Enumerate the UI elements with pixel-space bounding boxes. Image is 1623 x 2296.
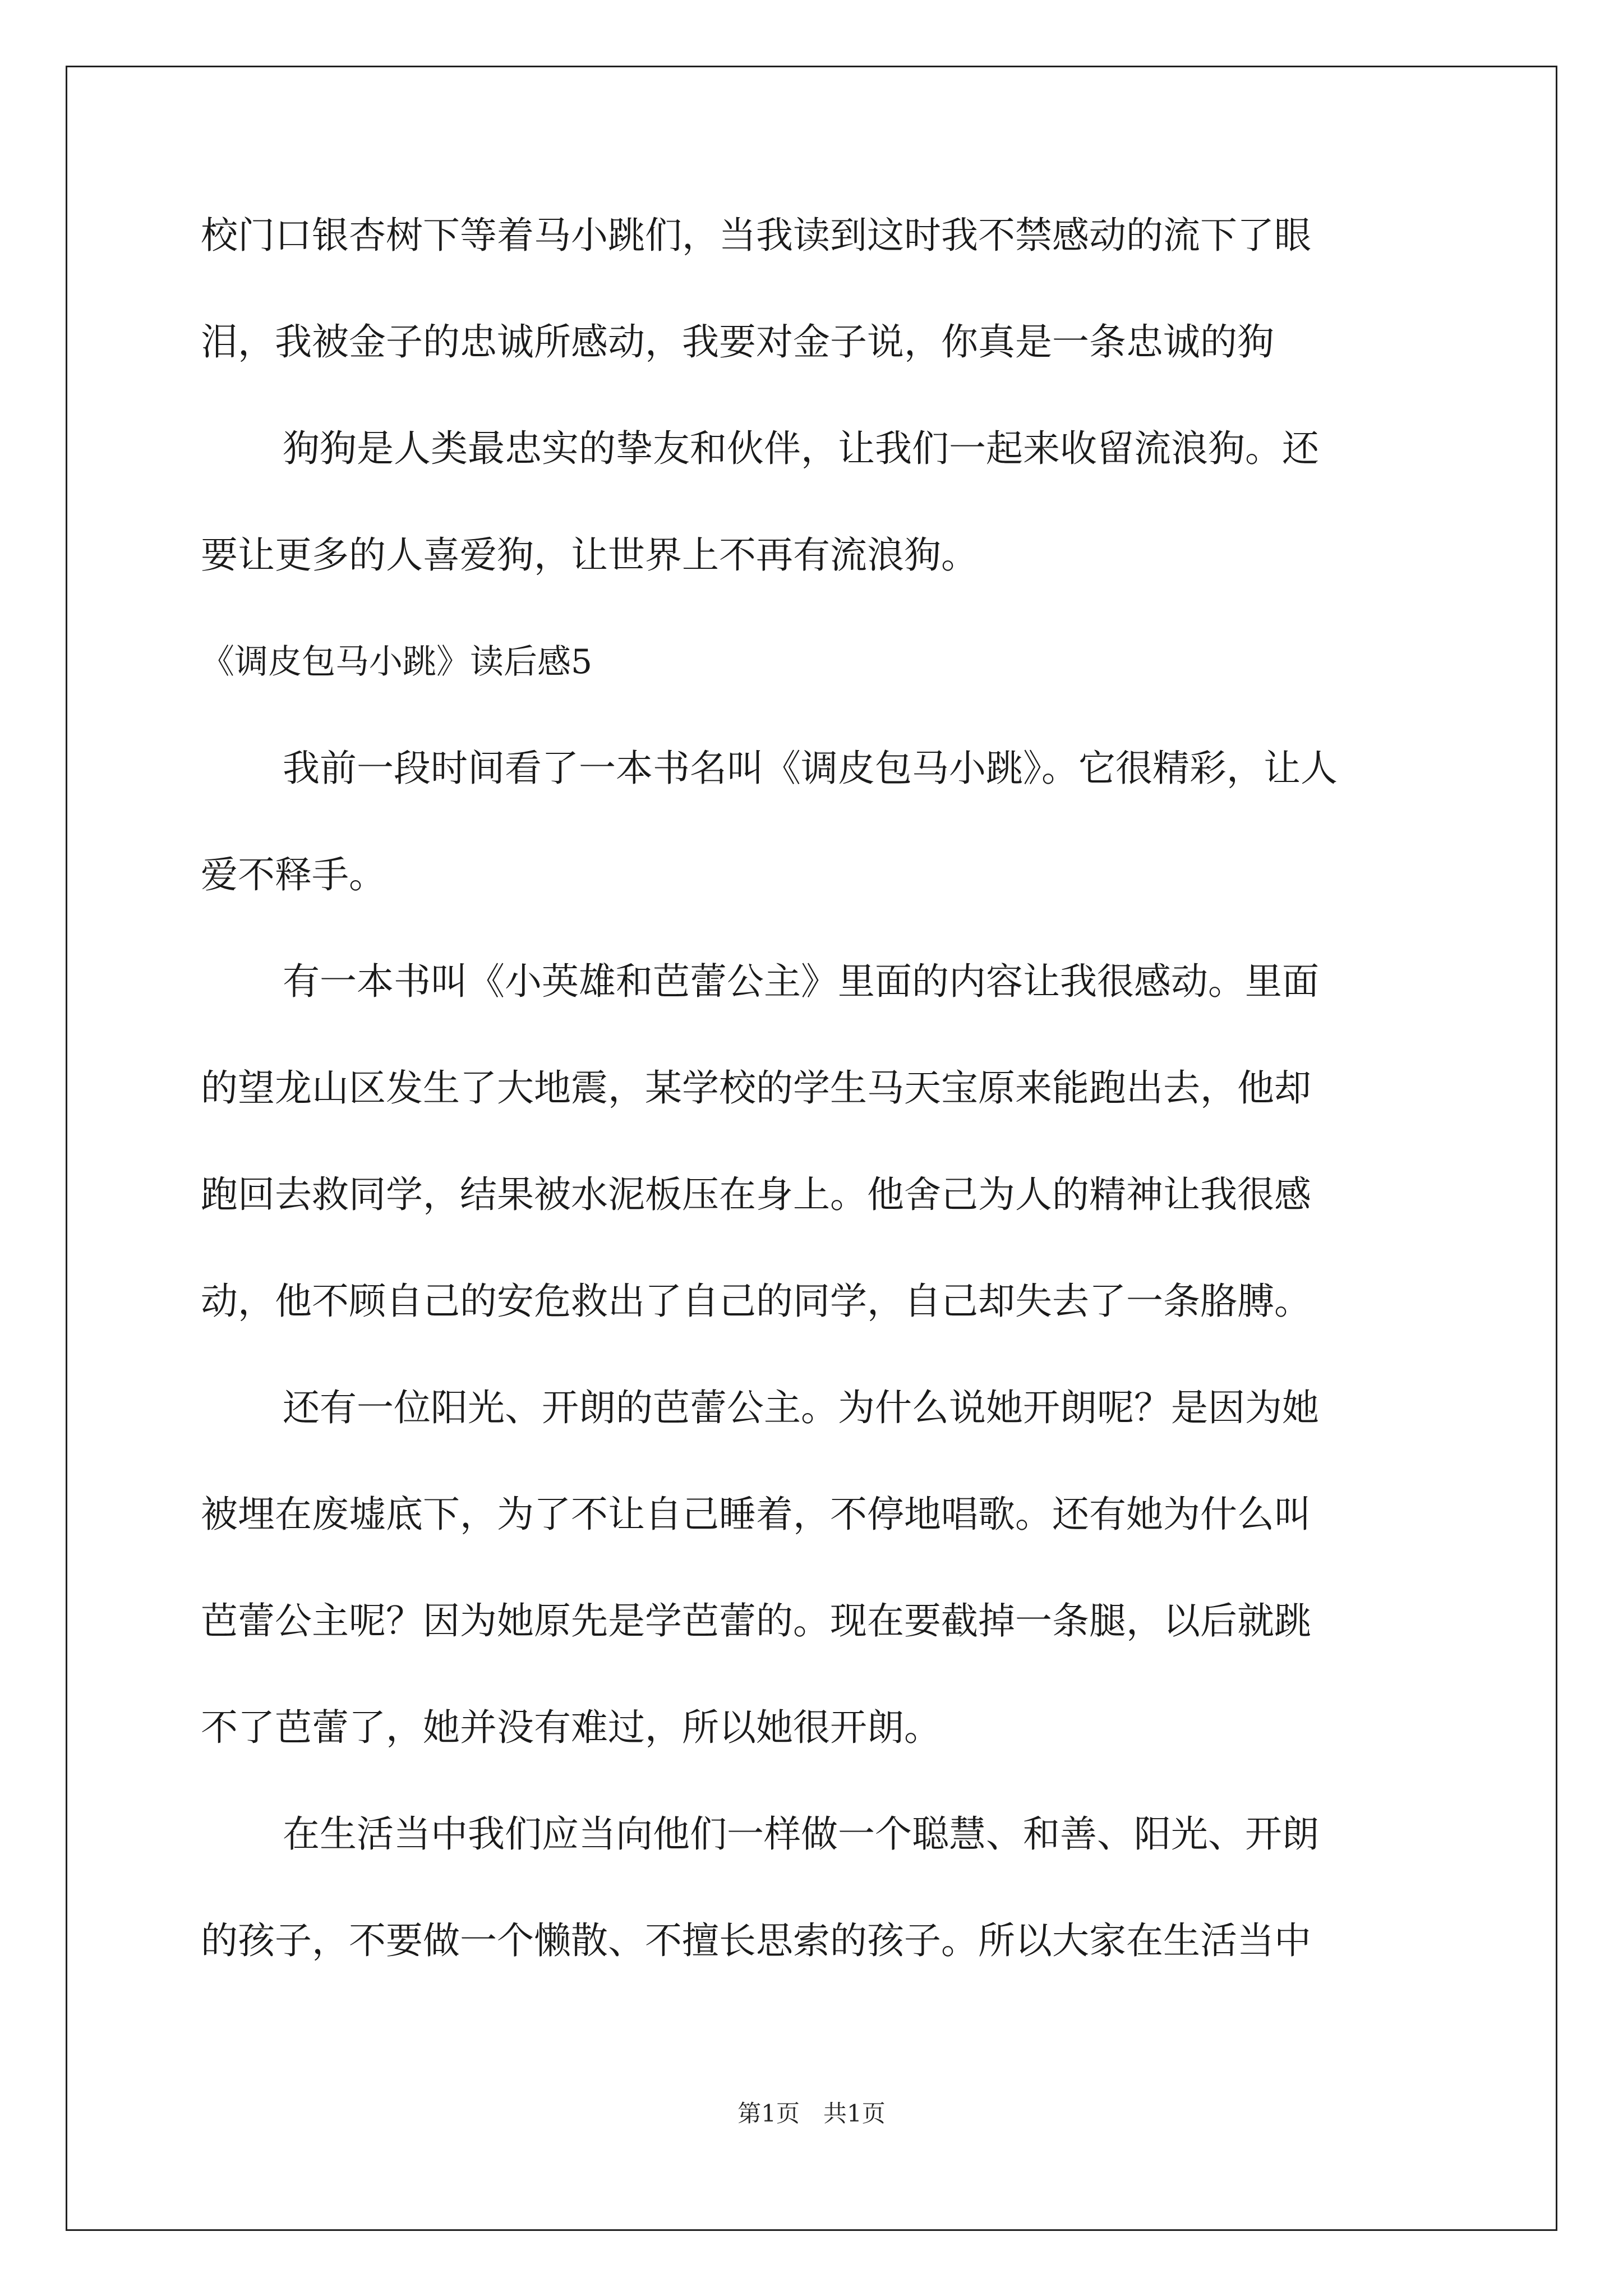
text-line: 还有一位阳光、开朗的芭蕾公主。为什么说她开朗呢？是因为她 bbox=[283, 1386, 1319, 1429]
text-line: 在生活当中我们应当向他们一样做一个聪慧、和善、阳光、开朗 bbox=[283, 1812, 1319, 1856]
text-line: 要让更多的人喜爱狗，让世界上不再有流浪狗。 bbox=[201, 533, 978, 577]
text-line: 我前一段时间看了一本书名叫《调皮包马小跳》。它很精彩，让人 bbox=[283, 747, 1338, 790]
text-line: 不了芭蕾了，她并没有难过，所以她很开朗。 bbox=[201, 1706, 941, 1749]
text-line: 爱不释手。 bbox=[201, 853, 386, 896]
text-line: 芭蕾公主呢？因为她原先是学芭蕾的。现在要截掉一条腿，以后就跳 bbox=[201, 1599, 1311, 1642]
text-line: 跑回去救同学，结果被水泥板压在身上。他舍己为人的精神让我很感 bbox=[201, 1173, 1311, 1216]
page-border bbox=[66, 66, 1557, 2231]
text-line: 的望龙山区发生了大地震，某学校的学生马天宝原来能跑出去，他却 bbox=[201, 1066, 1311, 1110]
text-line: 校门口银杏树下等着马小跳们，当我读到这时我不禁感动的流下了眼 bbox=[201, 214, 1311, 257]
text-line: 动，他不顾自己的安危救出了自己的同学，自己却失去了一条胳膊。 bbox=[201, 1280, 1311, 1323]
text-line: 泪，我被金子的忠诚所感动，我要对金子说，你真是一条忠诚的狗 bbox=[201, 320, 1274, 364]
text-line: 有一本书叫《小英雄和芭蕾公主》里面的内容让我很感动。里面 bbox=[283, 960, 1319, 1003]
text-line: 狗狗是人类最忠实的挚友和伙伴，让我们一起来收留流浪狗。还 bbox=[283, 427, 1319, 470]
text-line: 被埋在废墟底下，为了不让自己睡着，不停地唱歌。还有她为什么叫 bbox=[201, 1493, 1311, 1536]
page-footer: 第1页 共1页 bbox=[737, 2100, 886, 2127]
section-heading: 《调皮包马小跳》读后感5 bbox=[201, 642, 593, 682]
text-line: 的孩子，不要做一个懒散、不擅长思索的孩子。所以大家在生活当中 bbox=[201, 1919, 1311, 1962]
